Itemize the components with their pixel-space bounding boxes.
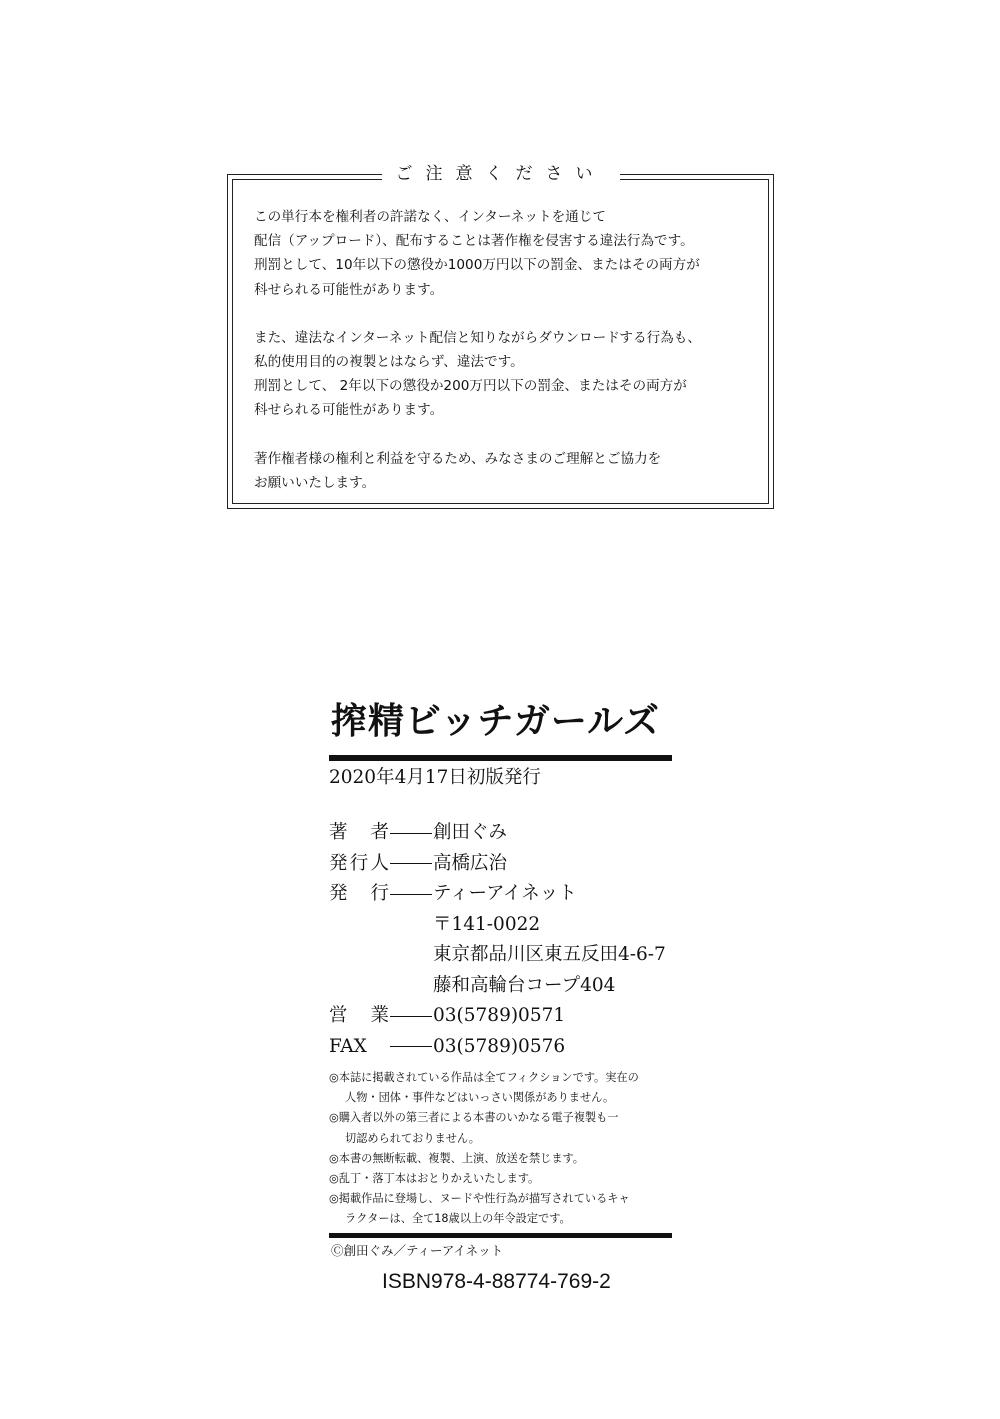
notice-line: 科せられる可能性があります。: [254, 402, 444, 419]
notice-line: 刑罰として、10年以下の懲役か1000万円以下の罰金、またはその両方が: [254, 257, 700, 274]
note-line: ◎掲載作品に登場し、ヌードや性行為が描写されているキャ: [329, 1192, 630, 1206]
notice-line: 著作権者様の権利と利益を守るため、みなさまのご理解とご協力を: [254, 450, 662, 467]
note-line: ◎購入者以外の第三者による本書のいかなる電子複製も一: [329, 1111, 619, 1125]
notice-line: 刑罰として、 2年以下の懲役か200万円以下の罰金、またはその両方が: [254, 378, 687, 395]
notice-paragraph: [254, 447, 754, 495]
dash-rule: [390, 1016, 432, 1017]
dash-rule: [390, 833, 432, 834]
fax-label: FAX: [329, 1035, 367, 1057]
fax-row: [329, 1032, 666, 1063]
book-title: 搾精ビッチガールズ: [331, 701, 661, 742]
isbn: ISBN978-4-88774-769-2: [382, 1270, 611, 1293]
dash-rule: [390, 894, 432, 895]
dash-rule: [390, 1046, 432, 1047]
sales-row: [329, 1001, 666, 1032]
edition-date: 2020年4月17日初版発行: [329, 767, 541, 788]
notice-box: [227, 164, 774, 509]
publisher-label: 発行: [329, 883, 389, 904]
notice-line: 私的使用目的の複製とはならず、違法です。: [254, 354, 524, 371]
notes-block: [329, 1068, 679, 1230]
notice-line: 配信（アップロード）、配布することは著作権を侵害する違法行為です。: [254, 233, 694, 250]
author-row: [329, 818, 666, 849]
address-line-2: 藤和高輪台コープ404: [433, 974, 616, 996]
author-name: 創田ぐみ: [433, 822, 508, 843]
notice-title: ご注意ください: [382, 161, 620, 187]
sales-phone: 03(5789)0571: [433, 1005, 566, 1026]
note-line: 人物・団体・事件などはいっさい関係がありません。: [345, 1091, 615, 1105]
sales-label: 営業: [329, 1005, 389, 1026]
dash-rule: [390, 863, 432, 864]
notice-paragraph: [254, 205, 754, 302]
notice-line: 科せられる可能性があります。: [254, 281, 444, 298]
bottom-rule: [329, 1233, 672, 1238]
fax-number: 03(5789)0576: [433, 1035, 566, 1057]
publisher-row: [329, 879, 666, 910]
publisher-person-label: 発行人: [329, 852, 389, 874]
postal-code: 〒141-0022: [433, 913, 541, 935]
note-line: 切認められておりません。: [345, 1131, 480, 1145]
author-label: 著者: [329, 822, 389, 843]
credits-block: [329, 818, 666, 1062]
note-line: ラクターは、全て18歳以上の年令設定です。: [345, 1212, 571, 1226]
note-line: ◎乱丁・落丁本はおとりかえいたします。: [329, 1172, 540, 1186]
notice-line: また、違法なインターネット配信と知りながらダウンロードする行為も、: [254, 329, 701, 346]
publisher-person-name: 高橋広治: [433, 852, 508, 874]
note-line: ◎本誌に掲載されている作品は全てフィクションです。実在の: [329, 1071, 639, 1084]
title-rule: [329, 755, 672, 761]
notice-body: [254, 205, 754, 519]
publisher-name: ティーアイネット: [433, 883, 577, 904]
copyright-line: Ⓒ創田ぐみ／ティーアイネット: [331, 1243, 504, 1258]
notice-line: この単行本を権利者の許諾なく、インターネットを通じて: [254, 209, 606, 225]
notice-line: お願いいたします。: [254, 474, 376, 491]
notice-paragraph: [254, 326, 754, 423]
note-line: ◎本書の無断転載、複製、上演、放送を禁じます。: [329, 1151, 584, 1165]
address-line-1: 東京都品川区東五反田4-6-7: [433, 944, 666, 965]
publisher-person-row: [329, 849, 666, 880]
